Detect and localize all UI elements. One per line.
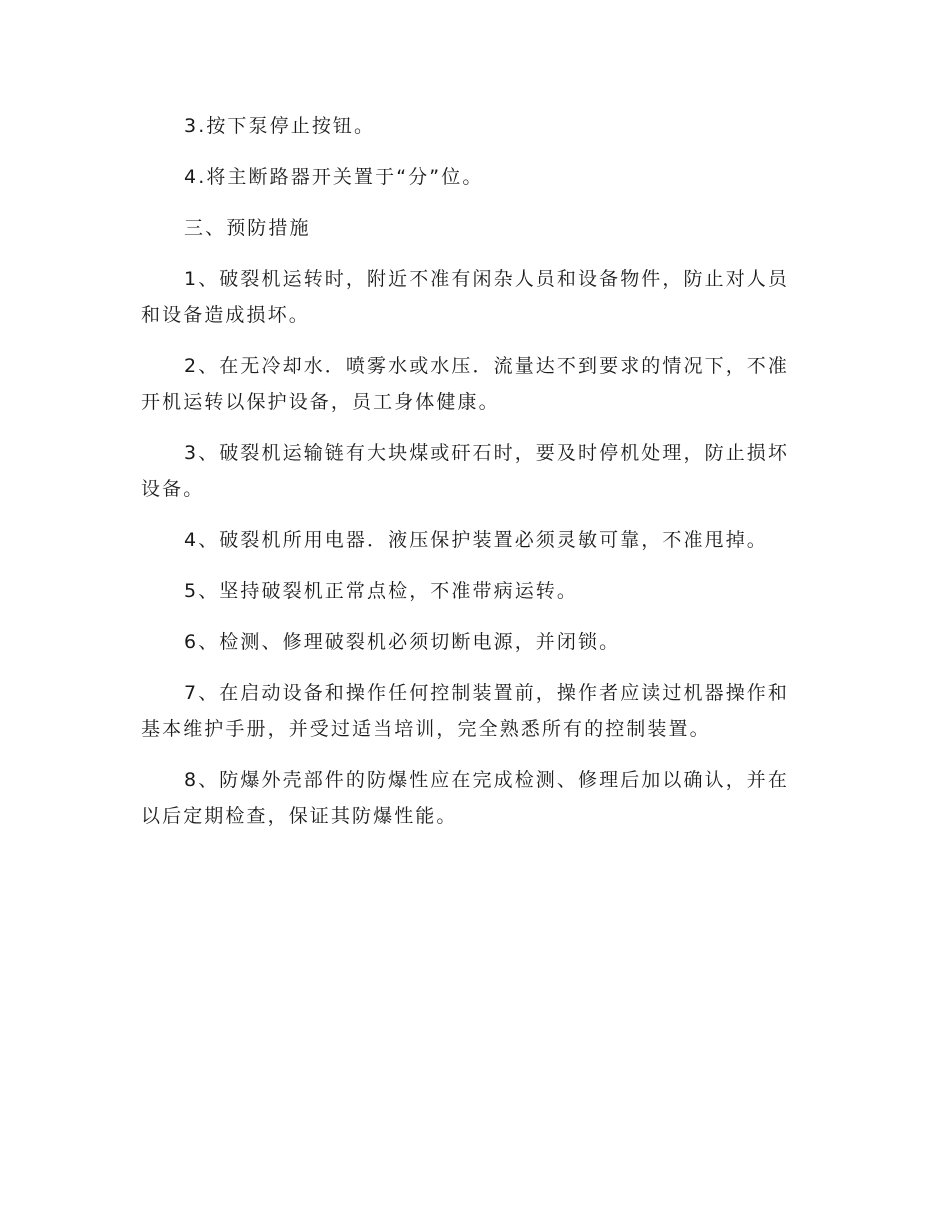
measure-7-paragraph: 7、在启动设备和操作任何控制装置前，操作者应读过机器操作和基本维护手册，并受过适当培训，完全熟悉所有的控制装置。 [141, 682, 789, 740]
section-heading-prevention: 三、预防措施 [184, 217, 311, 239]
measure-2-paragraph: 2、在无冷却水．喷雾水或水压．流量达不到要求的情况下，不准开机运转以保护设备，员工身体健康。 [141, 355, 789, 413]
measure-3-paragraph: 3、破裂机运输链有大块煤或矸石时，要及时停机处理，防止损坏设备。 [141, 442, 789, 500]
measure-4-paragraph: 4、破裂机所用电器．液压保护装置必须灵敏可靠，不准甩掉。 [184, 529, 768, 551]
measure-5-paragraph: 5、坚持破裂机正常点检，不准带病运转。 [184, 580, 578, 602]
step-4-paragraph: 4.将主断路器开关置于“分”位。 [184, 166, 484, 188]
step-3-paragraph: 3.按下泵停止按钮。 [184, 115, 376, 137]
measure-8-paragraph: 8、防爆外壳部件的防爆性应在完成检测、修理后加以确认，并在以后定期检查，保证其防爆性能。 [141, 769, 789, 827]
measure-6-paragraph: 6、检测、修理破裂机必须切断电源，并闭锁。 [184, 631, 621, 653]
document-page [141, 108, 809, 849]
measure-1-paragraph: 1、破裂机运转时，附近不准有闲杂人员和设备物件，防止对人员和设备造成损坏。 [141, 268, 789, 326]
